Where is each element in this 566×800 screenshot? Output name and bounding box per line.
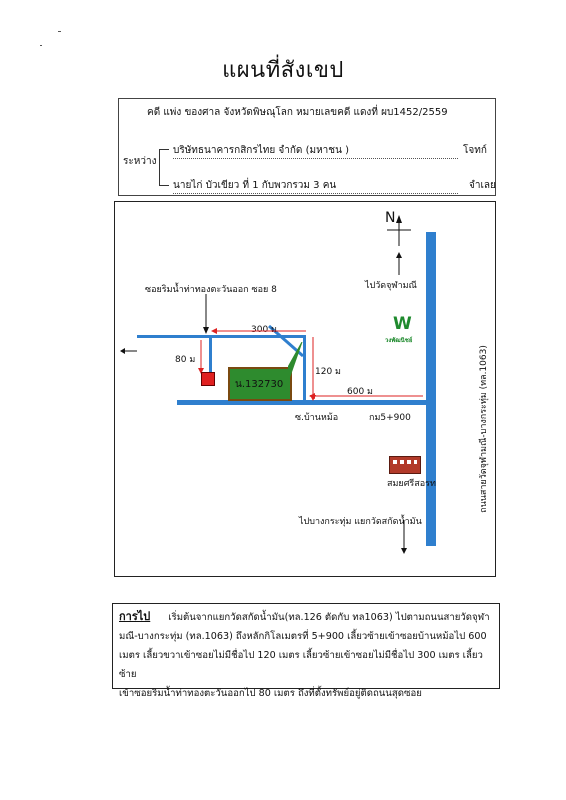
building-label: สมยศรีสอรท [387,479,436,489]
between-bracket-bottom [159,185,169,186]
km-marker-label: กม5+900 [369,413,411,423]
parcel-label: น.132730 [235,379,284,390]
scan-speck [58,31,61,32]
defendant-name: นายไก่ บัวเขียว ที่ 1 กับพวกรวม 3 คน [173,178,458,194]
dist-300-label: 300 ม [251,325,277,335]
page-title: แผนที่สังเขป [222,58,344,83]
dist-80-arrow [197,340,205,374]
dist-120-label: 120 ม [315,367,341,377]
soi-8-pointer [201,294,211,334]
directions-line-2: มณี-บางกระทุ่ม (ทล.1063) ถึงหลักกิโลเมตรที่ 5+900 เลี้ยวซ้ายเข้าซอยบ้านหม้อไป 600 [119,631,487,642]
defendant-role: จำเลย [469,180,496,191]
highway-label: ถนนสายวัดจุฬามณี-บางกระทุ่ม (ทล.1063) [479,345,489,513]
directions-box [112,603,500,699]
soi-8-road [209,335,212,375]
directions-line-1-text: เริ่มต้นจากแยกวัดสกัดน้ำมัน(ทล.126 ตัดกับ ทล1063) ไปตามถนนสายวัดจุฬา [168,612,490,623]
to-temple-label: ไปวัดจุฬามณี [365,281,417,291]
directions-line-3: เมตร เลี้ยวขวาเข้าซอยไม่มีชื่อไป 120 เมตร เลี้ยวซ้ายเข้าซอยไม่มีชื่อไป 300 เมตร เลี้ยวซ้าย [119,650,483,680]
building-icon [389,456,421,474]
to-bangkrathum-label: ไปบางกระทุ่ม แยกวัดสกัดน้ำมัน [299,517,422,527]
plaintiff-role: โจทก์ [463,145,487,156]
store-logo-icon [393,314,413,332]
dist-600-arrow [309,392,425,400]
between-bracket [159,149,161,185]
property-marker [201,372,215,386]
north-arrow-icon [385,212,415,248]
store-logo-letter: W [393,314,412,334]
directions-line-1 [119,607,493,627]
soi-ban-mo-label: ซ.บ้านหม้อ [295,413,339,423]
dist-300-arrow [211,327,307,335]
directions-line-4: เข้าซอยริมน้ำท่าทองตะวันออกไป 80 เมตร ถึงที่ตั้งทรัพย์อยู่ติดถนนสุดซอย [119,688,422,699]
between-bracket-top [159,149,169,150]
map-frame [114,201,496,577]
dist-80-label: 80 ม [175,355,196,365]
down-arrow-icon [399,520,409,554]
up-arrow-icon [394,252,404,276]
soi-ban-mo-road [177,400,427,405]
parcel-pointer [288,342,304,382]
north-label: N [385,210,396,226]
plaintiff-name: บริษัทธนาคารกสิกรไทย จำกัด (มหาชน ) [173,143,458,159]
left-arrow-icon [119,346,139,356]
dist-600-label: 600 ม [347,387,373,397]
scan-speck [40,45,42,46]
case-number-line: คดี แพ่ง ของศาล จังหวัดพิษณุโลก หมายเลขคดี แดงที่ ผบ1452/2559 [147,107,448,118]
soi-8-label: ซอยริมน้ำท่าทองตะวันออก ซอย 8 [145,285,277,295]
directions-text [119,607,493,703]
directions-heading: การไป [119,610,151,623]
store-name: วงพัฒนิชย์ [385,337,413,344]
between-label: ระหว่าง [123,156,157,167]
highway-road [426,232,436,546]
case-info-box [118,98,496,196]
